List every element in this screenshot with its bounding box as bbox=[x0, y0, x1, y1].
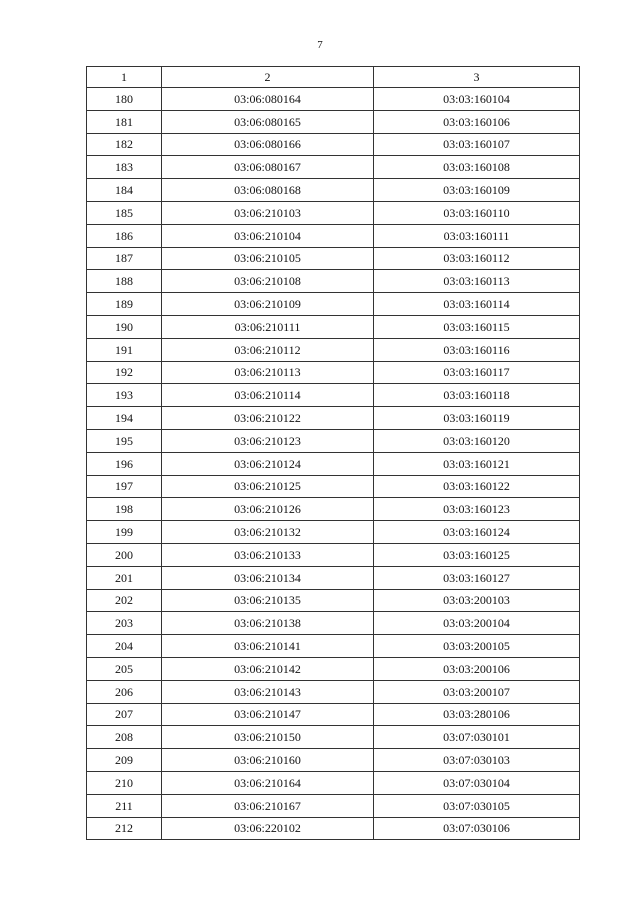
code-cell: 03:06:210109 bbox=[162, 293, 374, 316]
mapped-code-cell: 03:03:160121 bbox=[374, 452, 580, 475]
table-row bbox=[87, 293, 580, 316]
mapped-code-cell: 03:03:200106 bbox=[374, 657, 580, 680]
code-cell: 03:06:210126 bbox=[162, 498, 374, 521]
mapped-code-cell: 03:03:160110 bbox=[374, 201, 580, 224]
row-number-cell: 191 bbox=[87, 338, 162, 361]
mapped-code-cell: 03:07:030104 bbox=[374, 771, 580, 794]
code-cell: 03:06:210135 bbox=[162, 589, 374, 612]
code-cell: 03:06:210132 bbox=[162, 521, 374, 544]
table-row bbox=[87, 749, 580, 772]
code-cell: 03:06:080164 bbox=[162, 88, 374, 111]
table-row bbox=[87, 361, 580, 384]
code-cell: 03:06:210138 bbox=[162, 612, 374, 635]
row-number-cell: 197 bbox=[87, 475, 162, 498]
mapped-code-cell: 03:03:160111 bbox=[374, 224, 580, 247]
page-number: 7 bbox=[317, 39, 323, 51]
table-row bbox=[87, 452, 580, 475]
table-row bbox=[87, 201, 580, 224]
row-number-cell: 184 bbox=[87, 179, 162, 202]
code-cell: 03:06:210124 bbox=[162, 452, 374, 475]
table-row bbox=[87, 635, 580, 658]
row-number-cell: 196 bbox=[87, 452, 162, 475]
mapped-code-cell: 03:03:160123 bbox=[374, 498, 580, 521]
table-row bbox=[87, 88, 580, 111]
table-row bbox=[87, 475, 580, 498]
mapped-code-cell: 03:03:160109 bbox=[374, 179, 580, 202]
row-number-cell: 211 bbox=[87, 794, 162, 817]
table-row bbox=[87, 543, 580, 566]
row-number-cell: 187 bbox=[87, 247, 162, 270]
mapped-code-cell: 03:03:160117 bbox=[374, 361, 580, 384]
code-cell: 03:06:220102 bbox=[162, 817, 374, 840]
code-cell: 03:06:210123 bbox=[162, 429, 374, 452]
table-row bbox=[87, 429, 580, 452]
mapped-code-cell: 03:03:160124 bbox=[374, 521, 580, 544]
row-number-cell: 205 bbox=[87, 657, 162, 680]
row-number-cell: 180 bbox=[87, 88, 162, 111]
table-row bbox=[87, 612, 580, 635]
table-row bbox=[87, 224, 580, 247]
column-header-3: 3 bbox=[374, 67, 580, 88]
code-cell: 03:06:210111 bbox=[162, 315, 374, 338]
table-row bbox=[87, 156, 580, 179]
row-number-cell: 207 bbox=[87, 703, 162, 726]
table-row bbox=[87, 498, 580, 521]
mapped-code-cell: 03:07:030106 bbox=[374, 817, 580, 840]
row-number-cell: 210 bbox=[87, 771, 162, 794]
table-row bbox=[87, 566, 580, 589]
table-row bbox=[87, 817, 580, 840]
code-cell: 03:06:080165 bbox=[162, 110, 374, 133]
table-row bbox=[87, 315, 580, 338]
mapped-code-cell: 03:03:160127 bbox=[374, 566, 580, 589]
row-number-cell: 192 bbox=[87, 361, 162, 384]
mapped-code-cell: 03:07:030105 bbox=[374, 794, 580, 817]
table-row bbox=[87, 179, 580, 202]
table-row bbox=[87, 680, 580, 703]
code-cell: 03:06:210103 bbox=[162, 201, 374, 224]
row-number-cell: 183 bbox=[87, 156, 162, 179]
mapped-code-cell: 03:03:160113 bbox=[374, 270, 580, 293]
code-cell: 03:06:210150 bbox=[162, 726, 374, 749]
row-number-cell: 200 bbox=[87, 543, 162, 566]
row-number-cell: 206 bbox=[87, 680, 162, 703]
data-table-container bbox=[86, 66, 579, 840]
mapped-code-cell: 03:03:200107 bbox=[374, 680, 580, 703]
row-number-cell: 198 bbox=[87, 498, 162, 521]
table-row bbox=[87, 407, 580, 430]
table-row bbox=[87, 338, 580, 361]
code-cell: 03:06:210114 bbox=[162, 384, 374, 407]
table-row bbox=[87, 794, 580, 817]
row-number-cell: 195 bbox=[87, 429, 162, 452]
row-number-cell: 203 bbox=[87, 612, 162, 635]
table-row bbox=[87, 247, 580, 270]
table-header-row bbox=[87, 67, 580, 88]
mapped-code-cell: 03:03:160122 bbox=[374, 475, 580, 498]
mapped-code-cell: 03:03:160108 bbox=[374, 156, 580, 179]
table-row bbox=[87, 133, 580, 156]
code-cell: 03:06:210167 bbox=[162, 794, 374, 817]
mapped-code-cell: 03:03:160106 bbox=[374, 110, 580, 133]
row-number-cell: 202 bbox=[87, 589, 162, 612]
row-number-cell: 189 bbox=[87, 293, 162, 316]
table-header bbox=[87, 67, 580, 88]
mapped-code-cell: 03:03:200104 bbox=[374, 612, 580, 635]
code-cell: 03:06:210134 bbox=[162, 566, 374, 589]
code-cell: 03:06:210133 bbox=[162, 543, 374, 566]
mapped-code-cell: 03:03:160115 bbox=[374, 315, 580, 338]
row-number-cell: 212 bbox=[87, 817, 162, 840]
row-number-cell: 194 bbox=[87, 407, 162, 430]
code-cell: 03:06:210108 bbox=[162, 270, 374, 293]
code-cell: 03:06:080166 bbox=[162, 133, 374, 156]
table-row bbox=[87, 657, 580, 680]
mapped-code-cell: 03:03:160125 bbox=[374, 543, 580, 566]
table-row bbox=[87, 521, 580, 544]
mapped-code-cell: 03:03:160114 bbox=[374, 293, 580, 316]
code-cell: 03:06:080167 bbox=[162, 156, 374, 179]
mapped-code-cell: 03:03:160107 bbox=[374, 133, 580, 156]
code-cell: 03:06:210112 bbox=[162, 338, 374, 361]
column-header-2: 2 bbox=[162, 67, 374, 88]
mapped-code-cell: 03:03:200103 bbox=[374, 589, 580, 612]
row-number-cell: 190 bbox=[87, 315, 162, 338]
code-cell: 03:06:210164 bbox=[162, 771, 374, 794]
row-number-cell: 186 bbox=[87, 224, 162, 247]
row-number-cell: 181 bbox=[87, 110, 162, 133]
mapped-code-cell: 03:03:160104 bbox=[374, 88, 580, 111]
table-row bbox=[87, 384, 580, 407]
code-cell: 03:06:210147 bbox=[162, 703, 374, 726]
code-cell: 03:06:210125 bbox=[162, 475, 374, 498]
mapped-code-cell: 03:07:030101 bbox=[374, 726, 580, 749]
code-cell: 03:06:210113 bbox=[162, 361, 374, 384]
table-body bbox=[87, 88, 580, 840]
row-number-cell: 188 bbox=[87, 270, 162, 293]
mapped-code-cell: 03:03:160118 bbox=[374, 384, 580, 407]
mapped-code-cell: 03:03:160119 bbox=[374, 407, 580, 430]
table-row bbox=[87, 771, 580, 794]
code-cell: 03:06:210160 bbox=[162, 749, 374, 772]
code-cell: 03:06:210122 bbox=[162, 407, 374, 430]
row-number-cell: 182 bbox=[87, 133, 162, 156]
code-cell: 03:06:080168 bbox=[162, 179, 374, 202]
row-number-cell: 201 bbox=[87, 566, 162, 589]
mapped-code-cell: 03:03:160116 bbox=[374, 338, 580, 361]
row-number-cell: 193 bbox=[87, 384, 162, 407]
code-cell: 03:06:210143 bbox=[162, 680, 374, 703]
mapped-code-cell: 03:07:030103 bbox=[374, 749, 580, 772]
table-row bbox=[87, 589, 580, 612]
table-row bbox=[87, 110, 580, 133]
code-cell: 03:06:210141 bbox=[162, 635, 374, 658]
mapped-code-cell: 03:03:200105 bbox=[374, 635, 580, 658]
row-number-cell: 204 bbox=[87, 635, 162, 658]
mapped-code-cell: 03:03:160112 bbox=[374, 247, 580, 270]
data-table bbox=[86, 66, 580, 840]
row-number-cell: 208 bbox=[87, 726, 162, 749]
table-row bbox=[87, 703, 580, 726]
row-number-cell: 185 bbox=[87, 201, 162, 224]
mapped-code-cell: 03:03:280106 bbox=[374, 703, 580, 726]
column-header-1: 1 bbox=[87, 67, 162, 88]
code-cell: 03:06:210142 bbox=[162, 657, 374, 680]
mapped-code-cell: 03:03:160120 bbox=[374, 429, 580, 452]
code-cell: 03:06:210104 bbox=[162, 224, 374, 247]
table-row bbox=[87, 270, 580, 293]
code-cell: 03:06:210105 bbox=[162, 247, 374, 270]
row-number-cell: 209 bbox=[87, 749, 162, 772]
table-row bbox=[87, 726, 580, 749]
row-number-cell: 199 bbox=[87, 521, 162, 544]
